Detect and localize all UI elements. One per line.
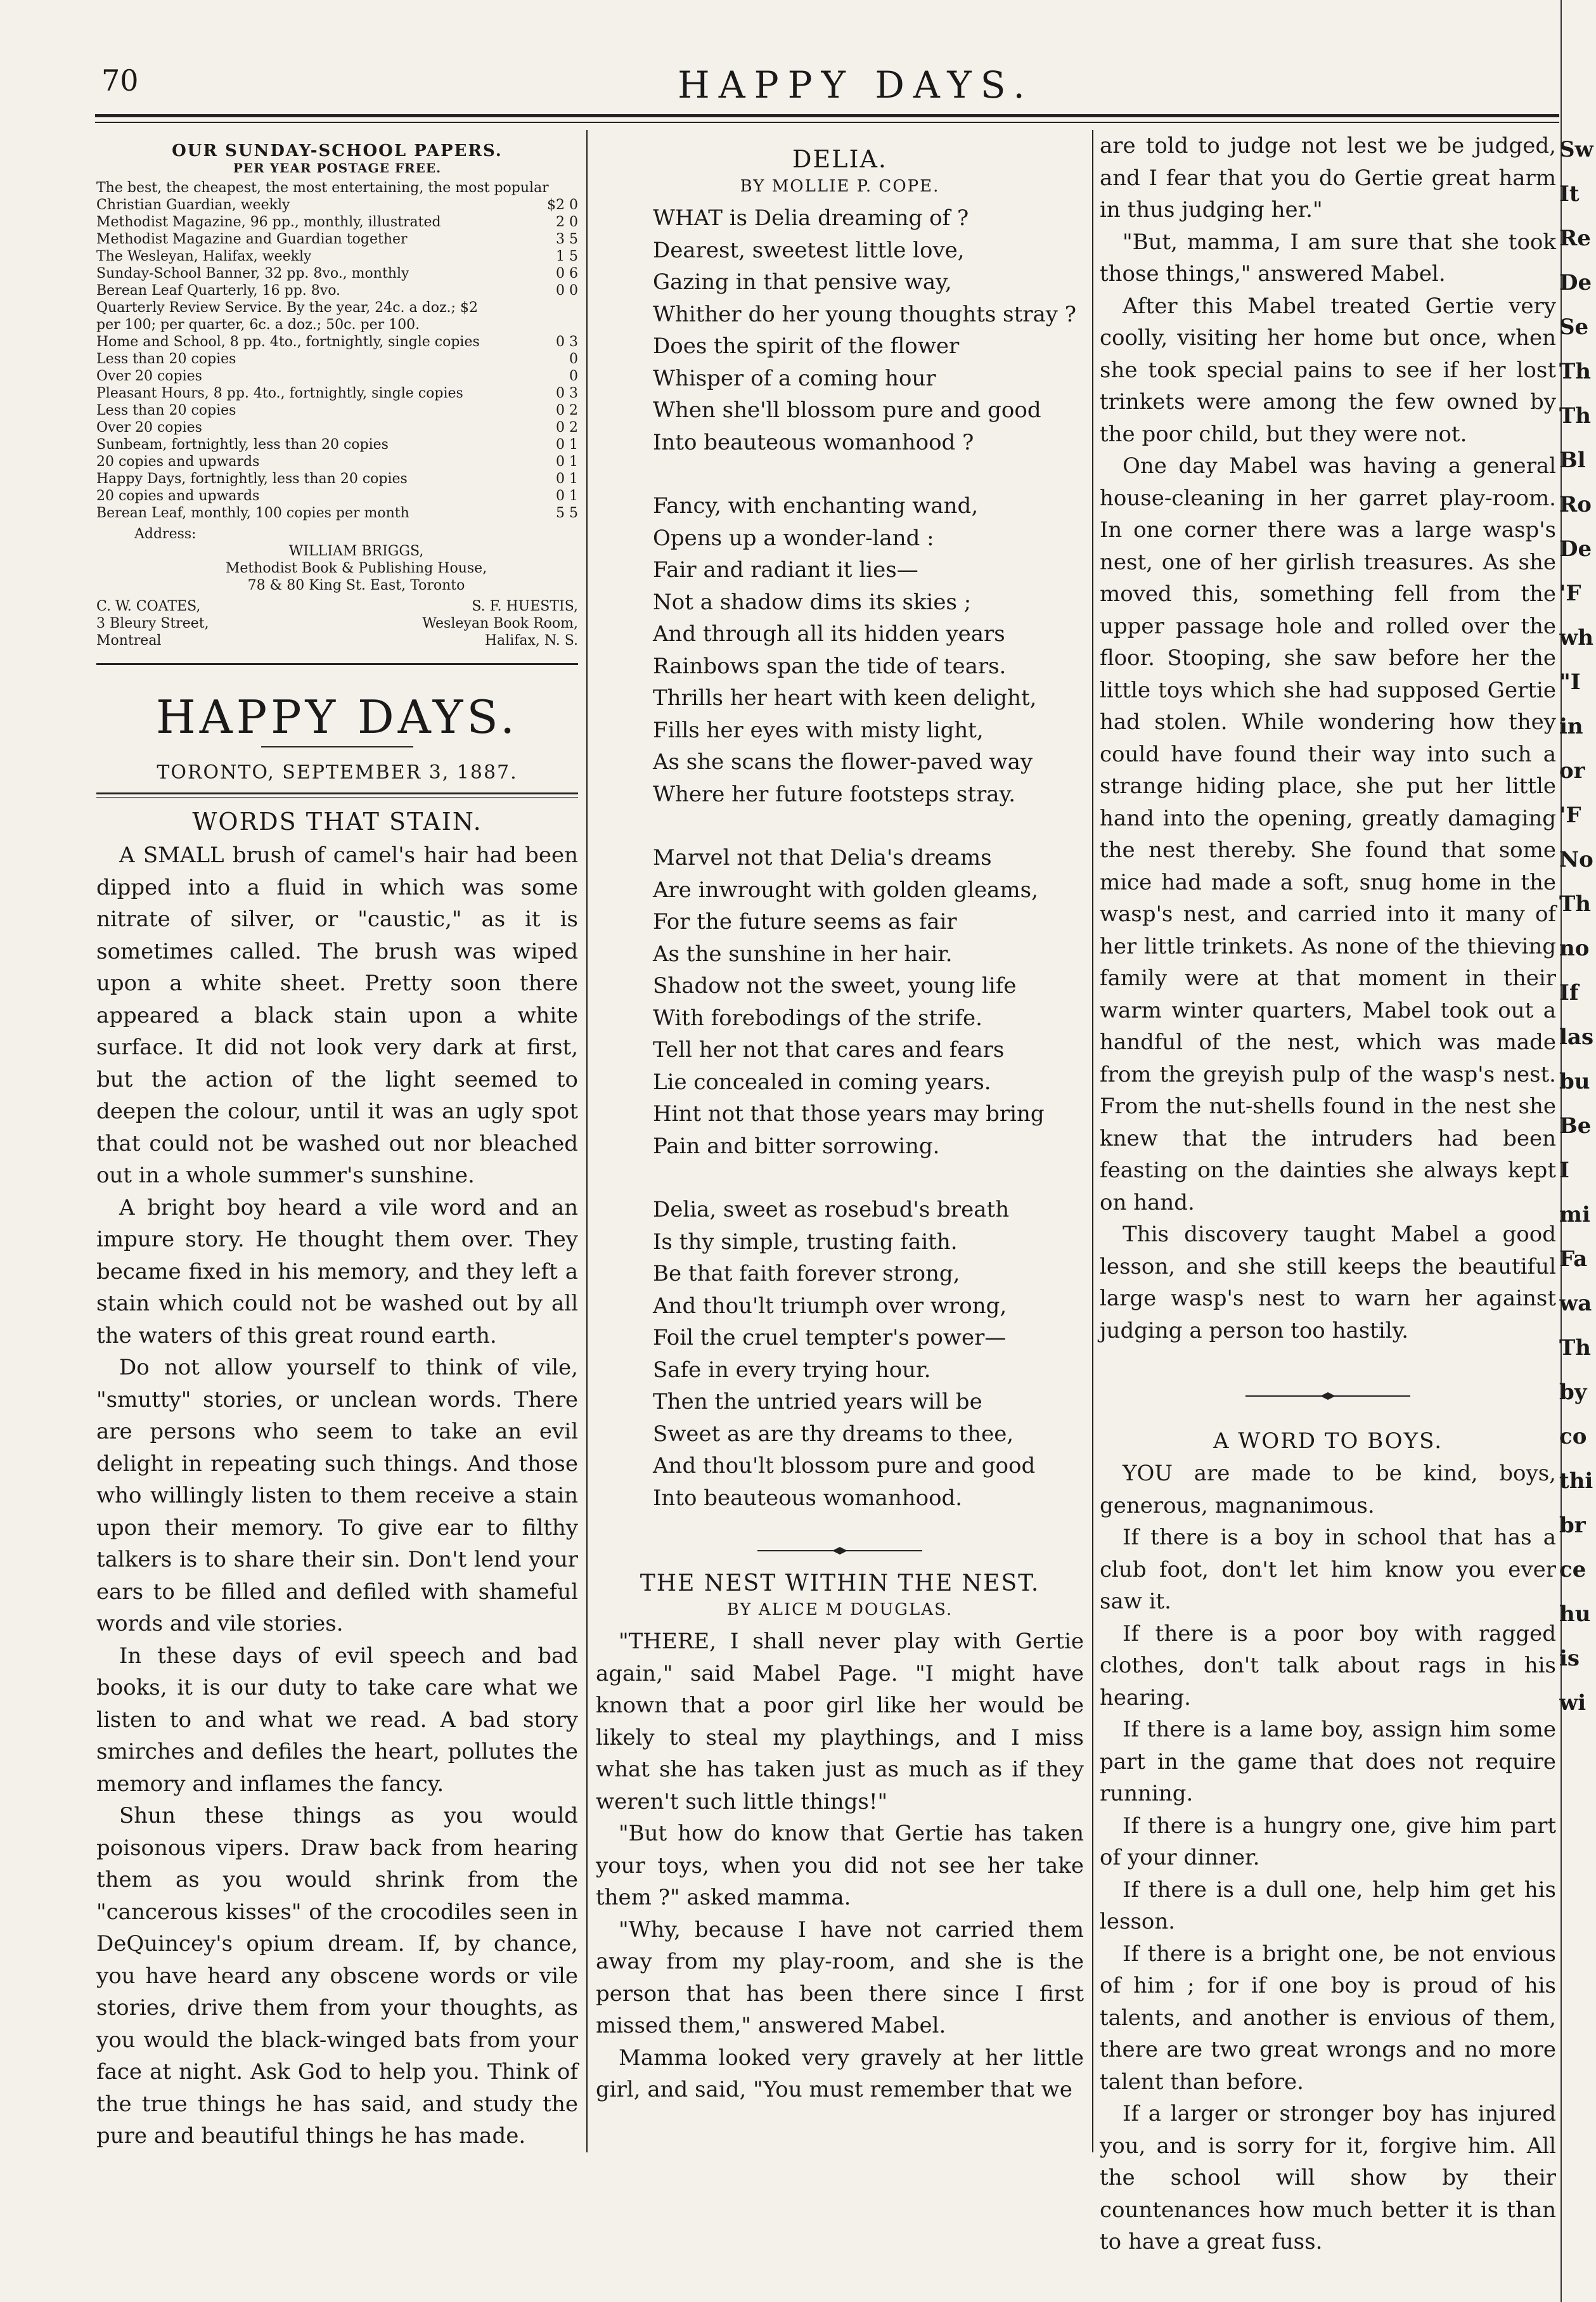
paragraph: "But how do know that Gertie has taken your toys, when you did not see her take them ?" asked mamma.: [596, 1821, 1084, 1910]
price-row: [96, 214, 578, 231]
agent-line: 3 Bleury Street,: [96, 616, 209, 631]
edge-fragment: 'F: [1559, 581, 1581, 606]
paper-name: Home and School, 8 pp. 4to., fortnightly, single copies: [96, 334, 480, 350]
price-row: [96, 248, 578, 265]
papers-subtitle: PER YEAR POSTAGE FREE.: [233, 160, 442, 176]
paragraph: This discovery taught Mabel a good lesson, and she still keeps the beautiful large wasp's nest to warn her against judging a person too hastily.: [1100, 1222, 1556, 1343]
dateline-rule: [96, 792, 578, 794]
paragraph: If there is a bright one, be not envious of him ; for if one boy is proud of his talents, and another is envious of them, there are two great wrongs and no more talent than before.: [1100, 1941, 1556, 2095]
price-row: [96, 351, 578, 368]
paper-price: 0 0: [556, 283, 578, 299]
paragraph: If there is a poor boy with ragged clothes, don't talk about rags in his hearing.: [1100, 1620, 1556, 1710]
agent-line: Halifax, N. S.: [484, 633, 578, 649]
edge-fragment: Bl: [1559, 448, 1586, 473]
paper-name: Berean Leaf Quarterly, 16 pp. 8vo.: [96, 283, 341, 299]
poem-line: Where her future footsteps stray.: [653, 781, 1016, 807]
papers-address: [96, 526, 578, 594]
paper-name: Sunbeam, fortnightly, less than 20 copies: [96, 437, 389, 453]
section-ornament: [596, 1546, 1084, 1558]
running-title: HAPPY DAYS.: [678, 63, 1034, 107]
price-row: [96, 231, 578, 248]
price-row: [96, 197, 578, 214]
masthead-rule-top: [96, 663, 578, 665]
poem-line: Hint not that those years may bring: [653, 1101, 1045, 1127]
paragraph: If there is a boy in school that has a club foot, don't let him know you ever saw it.: [1100, 1525, 1556, 1614]
edge-fragment: ce: [1559, 1557, 1586, 1582]
poem-byline: BY MOLLIE P. COPE.: [740, 177, 940, 196]
edge-fragment: wh: [1559, 625, 1593, 650]
edge-fragment: Th: [1559, 403, 1592, 429]
poem-line: Gazing in that pensive way,: [653, 269, 952, 295]
article-title-word-to-boys: A WORD TO BOYS.: [1213, 1428, 1443, 1454]
paragraph: Shun these things as you would poisonous vipers. Draw back from hearing them as you would shrink from the "cancerous kisses" of the crocodiles seen in DeQuincey's opium dream. If, by chance, you have heard any obscene words or vile stories, drive them from your thoughts, as you would the black-winged bats from your face at night. Ask God to help you. Think of the true things he has said, and study the pure and beautiful things he has made.: [96, 1803, 578, 2149]
masthead-underline: [261, 746, 413, 747]
poem-line: Lie concealed in coming years.: [653, 1069, 991, 1095]
paragraph: One day Mabel was having a general house-cleaning in her garret play-room. In one corner there was a large wasp's nest, one of her girlish treasures. As she moved this, something fell from the upper passage hole and rolled over the floor. Stooping, she saw before her the little toys which she had supposed Gertie had stolen. While wondering how they could have found their way into such a strange hiding place, she put her little hand into the opening, greatly damaging the nest thereby. She found that some mice had made a soft, snug home in the wasp's nest, and carried into it many of her little trinkets. As none of the thieving family were at that moment in their warm winter quarters, Mabel took out a handful of the nest, which was made from the greyish pulp of the wasp's nest. From the nut-shells found in the nest she knew that the intruders had been feasting on the dainties she always kept on hand.: [1100, 453, 1556, 1215]
poem-line: Opens up a wonder-land :: [653, 525, 934, 551]
address-line: 78 & 80 King St. East, Toronto: [247, 578, 465, 593]
paper-name: per 100; per quarter, 6c. a doz.; 50c. per 100.: [96, 317, 420, 333]
paper-price: 0 1: [556, 454, 578, 470]
poem-line: Safe in every trying hour.: [653, 1357, 931, 1383]
adjacent-page-fragments: [1559, 130, 1596, 1728]
poem-line: WHAT is Delia dreaming of ?: [653, 205, 969, 231]
address-line: WILLIAM BRIGGS,: [288, 543, 424, 559]
story-byline: BY ALICE M DOUGLAS.: [726, 1600, 953, 1619]
price-row: [96, 419, 578, 436]
poem-line: Fair and radiant it lies—: [653, 557, 918, 583]
paper-price: 0 2: [556, 403, 578, 418]
poem-line: Rainbows span the tide of tears.: [653, 653, 1007, 679]
paragraph: are told to judge not lest we be judged, and I fear that you do Gertie great harm in thus judging her.": [1100, 133, 1556, 223]
edge-fragment: Re: [1559, 226, 1591, 251]
papers-price-list: [96, 197, 578, 522]
poem-line: Into beauteous womanhood.: [653, 1485, 963, 1511]
edge-fragment: no: [1559, 936, 1590, 961]
dateline: TORONTO, SEPTEMBER 3, 1887.: [157, 761, 518, 784]
poem-line: Pain and bitter sorrowing.: [653, 1133, 940, 1159]
edge-fragment: Fa: [1559, 1246, 1588, 1272]
paper-price: 3 5: [556, 231, 578, 247]
article-body-words-that-stain: [96, 839, 578, 2152]
poem-line: When she'll blossom pure and good: [653, 398, 1041, 423]
edge-fragment: hu: [1559, 1601, 1591, 1627]
edge-fragment: Th: [1559, 359, 1592, 384]
poem-line: Whisper of a coming hour: [653, 365, 936, 391]
paper-name: Happy Days, fortnightly, less than 20 copies: [96, 471, 408, 487]
paragraph: "But, mamma, I am sure that she took those things," answered Mabel.: [1100, 229, 1556, 287]
poem-line: And thou'lt blossom pure and good: [653, 1453, 1036, 1478]
paragraph: If there is a hungry one, give him part of your dinner.: [1100, 1813, 1556, 1870]
poem-stanza: [653, 202, 1084, 458]
poem-line: Delia, sweet as rosebud's breath: [653, 1197, 1010, 1222]
edge-fragment: wi: [1559, 1690, 1586, 1716]
article-title-words-that-stain: WORDS THAT STAIN.: [192, 808, 482, 836]
agent-line: C. W. COATES,: [96, 598, 201, 614]
paper-name: Over 20 copies: [96, 420, 202, 436]
edge-fragment: Th: [1559, 891, 1592, 917]
poem-line: Fancy, with enchanting wand,: [653, 493, 979, 519]
paper-price: 0: [569, 351, 578, 367]
poem-line: Then the untried years will be: [653, 1389, 982, 1414]
edge-fragment: Se: [1559, 314, 1589, 340]
paper-name: Sunday-School Banner, 32 pp. 8vo., monthly: [96, 266, 409, 281]
edge-fragment: by: [1559, 1380, 1587, 1405]
price-row: [96, 368, 578, 385]
paper-price: 2 0: [556, 214, 578, 230]
paragraph: If a larger or stronger boy has injured you, and is sorry for it, forgive him. All the school will show by their countenances how much better it is than to have a great fuss.: [1100, 2101, 1556, 2254]
poem-stanza: [653, 842, 1084, 1162]
edge-fragment: bu: [1559, 1069, 1590, 1094]
agent-halifax: [422, 598, 578, 649]
poem-line: Thrills her heart with keen delight,: [653, 685, 1037, 711]
column-divider-1: [586, 130, 588, 2152]
poem-delia: [596, 202, 1084, 1514]
paper-price: 0: [569, 368, 578, 384]
paper-price: 5 5: [556, 505, 578, 521]
paragraph: Do not allow yourself to think of vile, "smutty" stories, or unclean words. There are persons who seem to take an evil delight in repeating such things. And those who willingly listen to them receive a stain upon their memory. To give ear to filthy talkers is to share their sin. Don't lend your ears to be filled and defiled with shameful words and vile stories.: [96, 1355, 578, 1636]
column-1: [96, 130, 578, 2152]
poem-line: Is thy simple, trusting faith.: [653, 1229, 958, 1255]
poem-line: Into beauteous womanhood ?: [653, 429, 974, 455]
edge-fragment: Ro: [1559, 492, 1592, 517]
paragraph: Mamma looked very gravely at her little girl, and said, "You must remember that we: [596, 2045, 1084, 2102]
story-title-nest: THE NEST WITHIN THE NEST.: [640, 1570, 1040, 1596]
agent-montreal: [96, 598, 209, 649]
address-line: Methodist Book & Publishing House,: [225, 560, 487, 576]
edge-fragment: De: [1559, 536, 1592, 562]
paper-price: $2 0: [547, 197, 578, 213]
paper-price: 0 1: [556, 471, 578, 487]
poem-line: Sweet as are thy dreams to thee,: [653, 1421, 1014, 1447]
agent-line: S. F. HUESTIS,: [472, 598, 578, 614]
poem-line: Not a shadow dims its skies ;: [653, 589, 972, 615]
poem-line: As she scans the flower-paved way: [653, 749, 1033, 775]
edge-fragment: or: [1559, 758, 1585, 784]
edge-fragment: mi: [1559, 1202, 1590, 1227]
papers-title: OUR SUNDAY-SCHOOL PAPERS.: [172, 141, 503, 160]
paper-price: 0 1: [556, 437, 578, 453]
paragraph: If there is a lame boy, assign him some part in the game that does not require running.: [1100, 1717, 1556, 1806]
price-row: [96, 453, 578, 470]
paragraph: YOU are made to be kind, boys, generous, magnanimous.: [1100, 1461, 1556, 1518]
page-number: 70: [101, 63, 139, 98]
sunday-school-papers-box: [96, 143, 578, 649]
poem-line: With forebodings of the strife.: [653, 1005, 982, 1031]
paper-name: The Wesleyan, Halifax, weekly: [96, 249, 312, 264]
paragraph: "THERE, I shall never play with Gertie again," said Mabel Page. "I might have known that a poor girl like her would be likely to steal my playthings, and I miss what she has taken just as much as if they weren't such little things!": [596, 1629, 1084, 1814]
paper-name: Berean Leaf, monthly, 100 copies per month: [96, 505, 409, 521]
edge-fragment: De: [1559, 270, 1592, 295]
edge-fragment: br: [1559, 1513, 1586, 1538]
paper-price: 0 1: [556, 488, 578, 504]
edge-fragment: I: [1559, 1158, 1569, 1183]
section-ornament-2: [1100, 1391, 1556, 1403]
price-row: [96, 402, 578, 419]
edge-fragment: "I: [1559, 669, 1581, 695]
papers-agents: [96, 598, 578, 649]
edge-fragment: No: [1559, 847, 1593, 872]
column-divider-2: [1092, 130, 1093, 2152]
paragraph: After this Mabel treated Gertie very coolly, visiting her home but once, when she took special pains to see if her lost trinkets were among the few owned by the poor child, but they were not.: [1100, 293, 1556, 447]
poem-line: Foil the cruel tempter's power—: [653, 1325, 1007, 1350]
paragraph: In these days of evil speech and bad books, it is our duty to take care what we listen to and what we read. A bad story smirches and defiles the heart, pollutes the memory and inflames the fancy.: [96, 1643, 578, 1797]
paper-name: Quarterly Review Service. By the year, 24c. a doz.; $2: [96, 300, 478, 316]
paper-price: 0 3: [556, 334, 578, 350]
dateline-rule-thin: [96, 797, 578, 798]
story-body-nest: [596, 1626, 1084, 2106]
agent-line: Wesleyan Book Room,: [422, 616, 578, 631]
poem-line: As the sunshine in her hair.: [653, 941, 953, 967]
poem-stanza: [653, 490, 1084, 810]
price-row: [96, 488, 578, 505]
price-row: [96, 316, 578, 333]
poem-line: Fills her eyes with misty light,: [653, 717, 984, 743]
paper-name: Methodist Magazine and Guardian together: [96, 231, 408, 247]
column-3: [1100, 130, 1556, 2258]
poem-line: For the future seems as fair: [653, 909, 957, 934]
edge-fragment: 'F: [1559, 803, 1581, 828]
paragraph: "Why, because I have not carried them away from my play-room, and she is the person that has been there since I first missed them," answered Mabel.: [596, 1917, 1084, 2038]
paper-name: 20 copies and upwards: [96, 454, 260, 470]
edge-fragment: co: [1559, 1424, 1587, 1449]
paragraph: A SMALL brush of camel's hair had been dipped into a fluid in which was some nitrate of silver, or "caustic," as it is sometimes called. The brush was wiped upon a white sheet. Pretty soon there appeared a black stain upon a white surface. It did not look very dark at first, but the action of the light seemed to deepen the colour, until it was an ugly spot that could not be washed out nor bleached out in a whole summer's sunshine.: [96, 843, 578, 1188]
edge-fragment: If: [1559, 980, 1579, 1006]
paper-name: Less than 20 copies: [96, 351, 236, 367]
paper-name: Less than 20 copies: [96, 403, 236, 418]
edge-fragment: las: [1559, 1025, 1594, 1050]
paper-name: 20 copies and upwards: [96, 488, 260, 504]
paper-name: Over 20 copies: [96, 368, 202, 384]
price-row: [96, 470, 578, 488]
story-body-nest-continued: [1100, 130, 1556, 1347]
paper-price: 1 5: [556, 249, 578, 264]
poem-line: Shadow not the sweet, young life: [653, 973, 1017, 999]
price-row: [96, 265, 578, 282]
paragraph: If there is a dull one, help him get his lesson.: [1100, 1877, 1556, 1934]
poem-line: Tell her not that cares and fears: [653, 1037, 1005, 1063]
paper-price: 0 3: [556, 385, 578, 401]
paper-price: [573, 316, 578, 333]
price-row: [96, 505, 578, 522]
poem-line: Whither do her young thoughts stray ?: [653, 301, 1077, 327]
poem-line: Does the spirit of the flower: [653, 333, 960, 359]
edge-fragment: thi: [1559, 1468, 1593, 1494]
masthead-title: HAPPY DAYS.: [155, 690, 519, 744]
address-label: Address:: [134, 526, 196, 542]
address-lines: [134, 543, 578, 594]
poem-line: Marvel not that Delia's dreams: [653, 845, 992, 870]
paper-name: Christian Guardian, weekly: [96, 197, 290, 213]
poem-line: Are inwrought with golden gleams,: [653, 877, 1038, 903]
column-2: [596, 130, 1084, 2106]
edge-fragment: is: [1559, 1646, 1580, 1671]
paragraph: A bright boy heard a vile word and an impure story. He thought them over. They became fixed in his memory, and they left a stain which could not be washed out by all the waters of this great round earth.: [96, 1194, 578, 1348]
article-body-word-to-boys: [1100, 1458, 1556, 2258]
edge-fragment: It: [1559, 181, 1580, 207]
edge-fragment: wa: [1559, 1291, 1592, 1316]
price-row: [96, 282, 578, 299]
paper-name: Methodist Magazine, 96 pp., monthly, illustrated: [96, 214, 441, 230]
header-rule: [95, 114, 1559, 117]
poem-line: Dearest, sweetest little love,: [653, 237, 965, 263]
poem-line: Be that faith forever strong,: [653, 1261, 960, 1286]
price-row: [96, 385, 578, 402]
price-row: [96, 436, 578, 453]
paper-price: [573, 299, 578, 316]
edge-fragment: Th: [1559, 1335, 1592, 1361]
price-row: [96, 333, 578, 351]
paper-name: Pleasant Hours, 8 pp. 4to., fortnightly, single copies: [96, 385, 463, 401]
agent-line: Montreal: [96, 633, 162, 649]
poem-line: And thou'lt triumph over wrong,: [653, 1293, 1007, 1319]
edge-fragment: Be: [1559, 1113, 1592, 1139]
poem-line: And through all its hidden years: [653, 621, 1005, 647]
price-row: [96, 299, 578, 316]
poem-title-delia: DELIA.: [792, 145, 887, 173]
paper-price: 0 2: [556, 420, 578, 436]
paper-price: 0 6: [556, 266, 578, 281]
papers-intro: The best, the cheapest, the most entertaining, the most popular: [96, 180, 549, 196]
poem-stanza: [653, 1194, 1084, 1514]
edge-fragment: Sw: [1559, 137, 1593, 162]
header-rule-thin: [95, 122, 1559, 123]
edge-fragment: in: [1559, 714, 1583, 739]
